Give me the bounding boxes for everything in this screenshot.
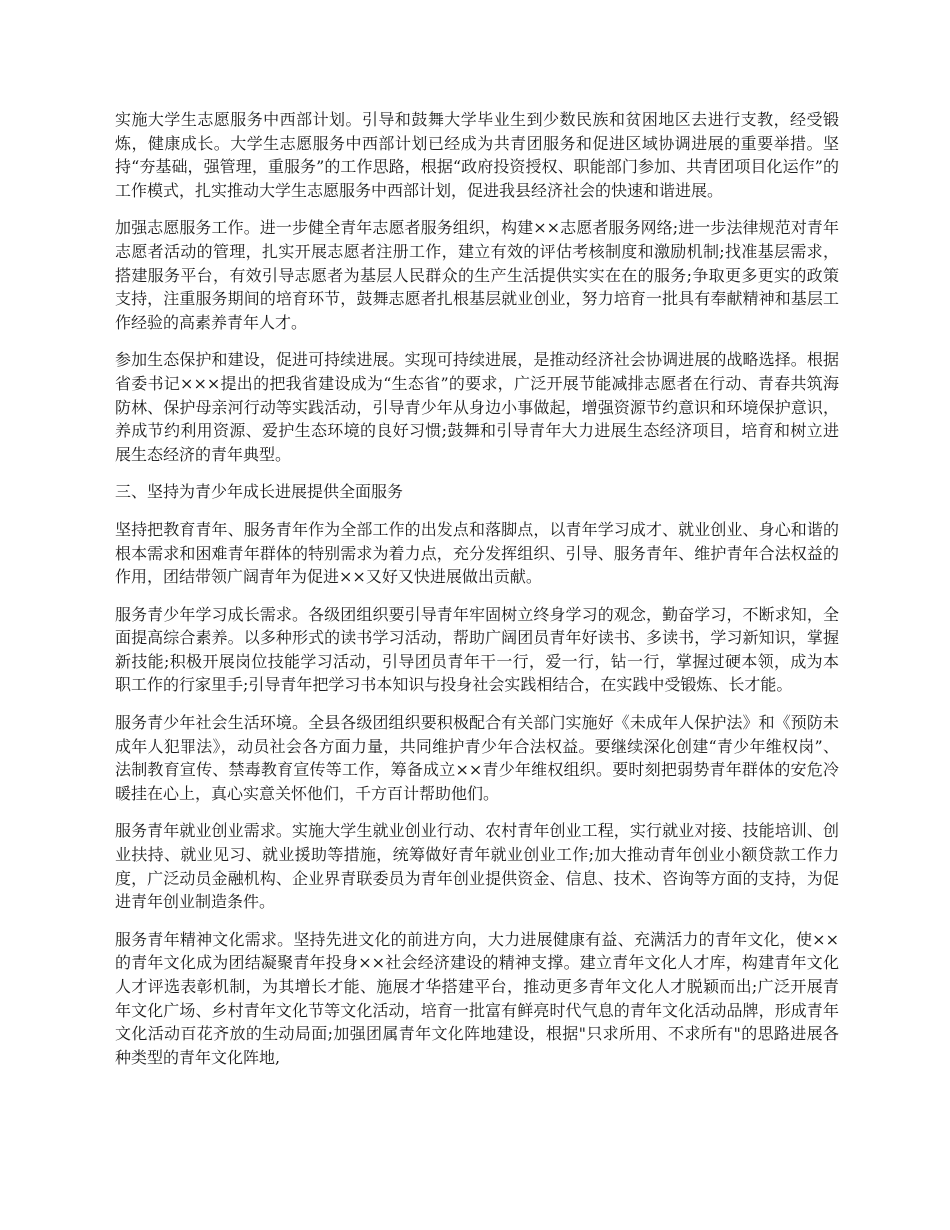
paragraph-learning-needs: 服务青少年学习成长需求。各级团组织要引导青年牢固树立终身学习的观念，勤奋学习，不断求知，全面提高综合素养。以多种形式的读书学习活动，帮助广阔团员青年好读书、多读书，学习新知识，掌握新技能;积极开展岗位技能学习活动，引导团员青年干一行，爱一行，钻一行，掌握过硬本领，成为本职工作的行家里手;引导青年把学习书本知识与投身社会实践相结合，在实践中受锻炼、长才能。 <box>115 604 839 695</box>
paragraph-social-environment: 服务青少年社会生活环境。全县各级团组织要积极配合有关部门实施好《未成年人保护法》和《预防未成年人犯罪法》，动员社会各方面力量，共同维护青少年合法权益。要继续深化创建“青少年维权岗”、法制教育宣传、禁毒教育宣传等工作，筹备成立××青少年维权组织。要时刻把弱势青年群体的安危冷暖挂在心上，真心实意关怀他们，千方百计帮助他们。 <box>115 713 839 803</box>
document-page <box>115 108 839 1083</box>
paragraph-cultural-needs: 服务青年精神文化需求。坚持先进文化的前进方向，大力进展健康有益、充满活力的青年文化，使××的青年文化成为团结凝聚青年投身××社会经济建设的精神支撑。建立青年文化人才库，构建青年文化人才评选表彰机制，为其增长才能、施展才华搭建平台，推动更多青年文化人才脱颖而出;广泛开展青年文化广场、乡村青年文化节等文化活动，培育一批富有鲜亮时代气息的青年文化活动品牌，形成青年文化活动百花齐放的生动局面;加强团属青年文化阵地建设，根据"只求所用、不求所有"的思路进展各种类型的青年文化阵地, <box>115 929 839 1067</box>
paragraph-serve-youth: 坚持把教育青年、服务青年作为全部工作的出发点和落脚点，以青年学习成才、就业创业、身心和谐的根本需求和困难青年群体的特别需求为着力点，充分发挥组织、引导、服务青年、维护青年合法权益的作用，团结带领广阔青年为促进××又好又快进展做出贡献。 <box>115 519 839 587</box>
paragraph-volunteer-service: 加强志愿服务工作。进一步健全青年志愿者服务组织，构建××志愿者服务网络;进一步法律规范对青年志愿者活动的管理，扎实开展志愿者注册工作，建立有效的评估考核制度和激励机制;找准基层需求，搭建服务平台，有效引导志愿者为基层人民群众的生产生活提供实实在在的服务;争取更多更实的政策支持，注重服务期间的培育环节，鼓舞志愿者扎根基层就业创业，努力培育一批具有奉献精神和基层工作经验的高素养青年人才。 <box>115 218 839 332</box>
section-heading: 三、坚持为青少年成长进展提供全面服务 <box>115 482 404 502</box>
paragraph-university-volunteer-plan: 实施大学生志愿服务中西部计划。引导和鼓舞大学毕业生到少数民族和贫困地区去进行支教，经受锻炼，健康成长。大学生志愿服务中西部计划已经成为共青团服务和促进区域协调进展的重要举措。坚持“夯基础，强管理，重服务”的工作思路，根据“政府投资授权、职能部门参加、共青团项目化运作”的工作模式，扎实推动大学生志愿服务中西部计划，促进我县经济社会的快速和谐进展。 <box>115 110 839 200</box>
paragraph-ecological-protection: 参加生态保护和建设，促进可持续进展。实现可持续进展，是推动经济社会协调进展的战略选择。根据省委书记×××提出的把我省建设成为“生态省”的要求，广泛开展节能减排志愿者在行动、青春共筑海防林、保护母亲河行动等实践活动，引导青少年从身边小事做起，增强资源节约意识和环境保护意识，养成节约利用资源、爱护生态环境的良好习惯;鼓舞和引导青年大力进展生态经济项目，培育和树立进展生态经济的青年典型。 <box>115 350 839 464</box>
paragraph-employment-needs: 服务青年就业创业需求。实施大学生就业创业行动、农村青年创业工程，实行就业对接、技能培训、创业扶持、就业见习、就业援助等措施，统筹做好青年就业创业工作;加大推动青年创业小额贷款工作力度，广泛动员金融机构、企业界青联委员为青年创业提供资金、信息、技术、咨询等方面的支持，为促进青年创业制造条件。 <box>115 821 839 912</box>
